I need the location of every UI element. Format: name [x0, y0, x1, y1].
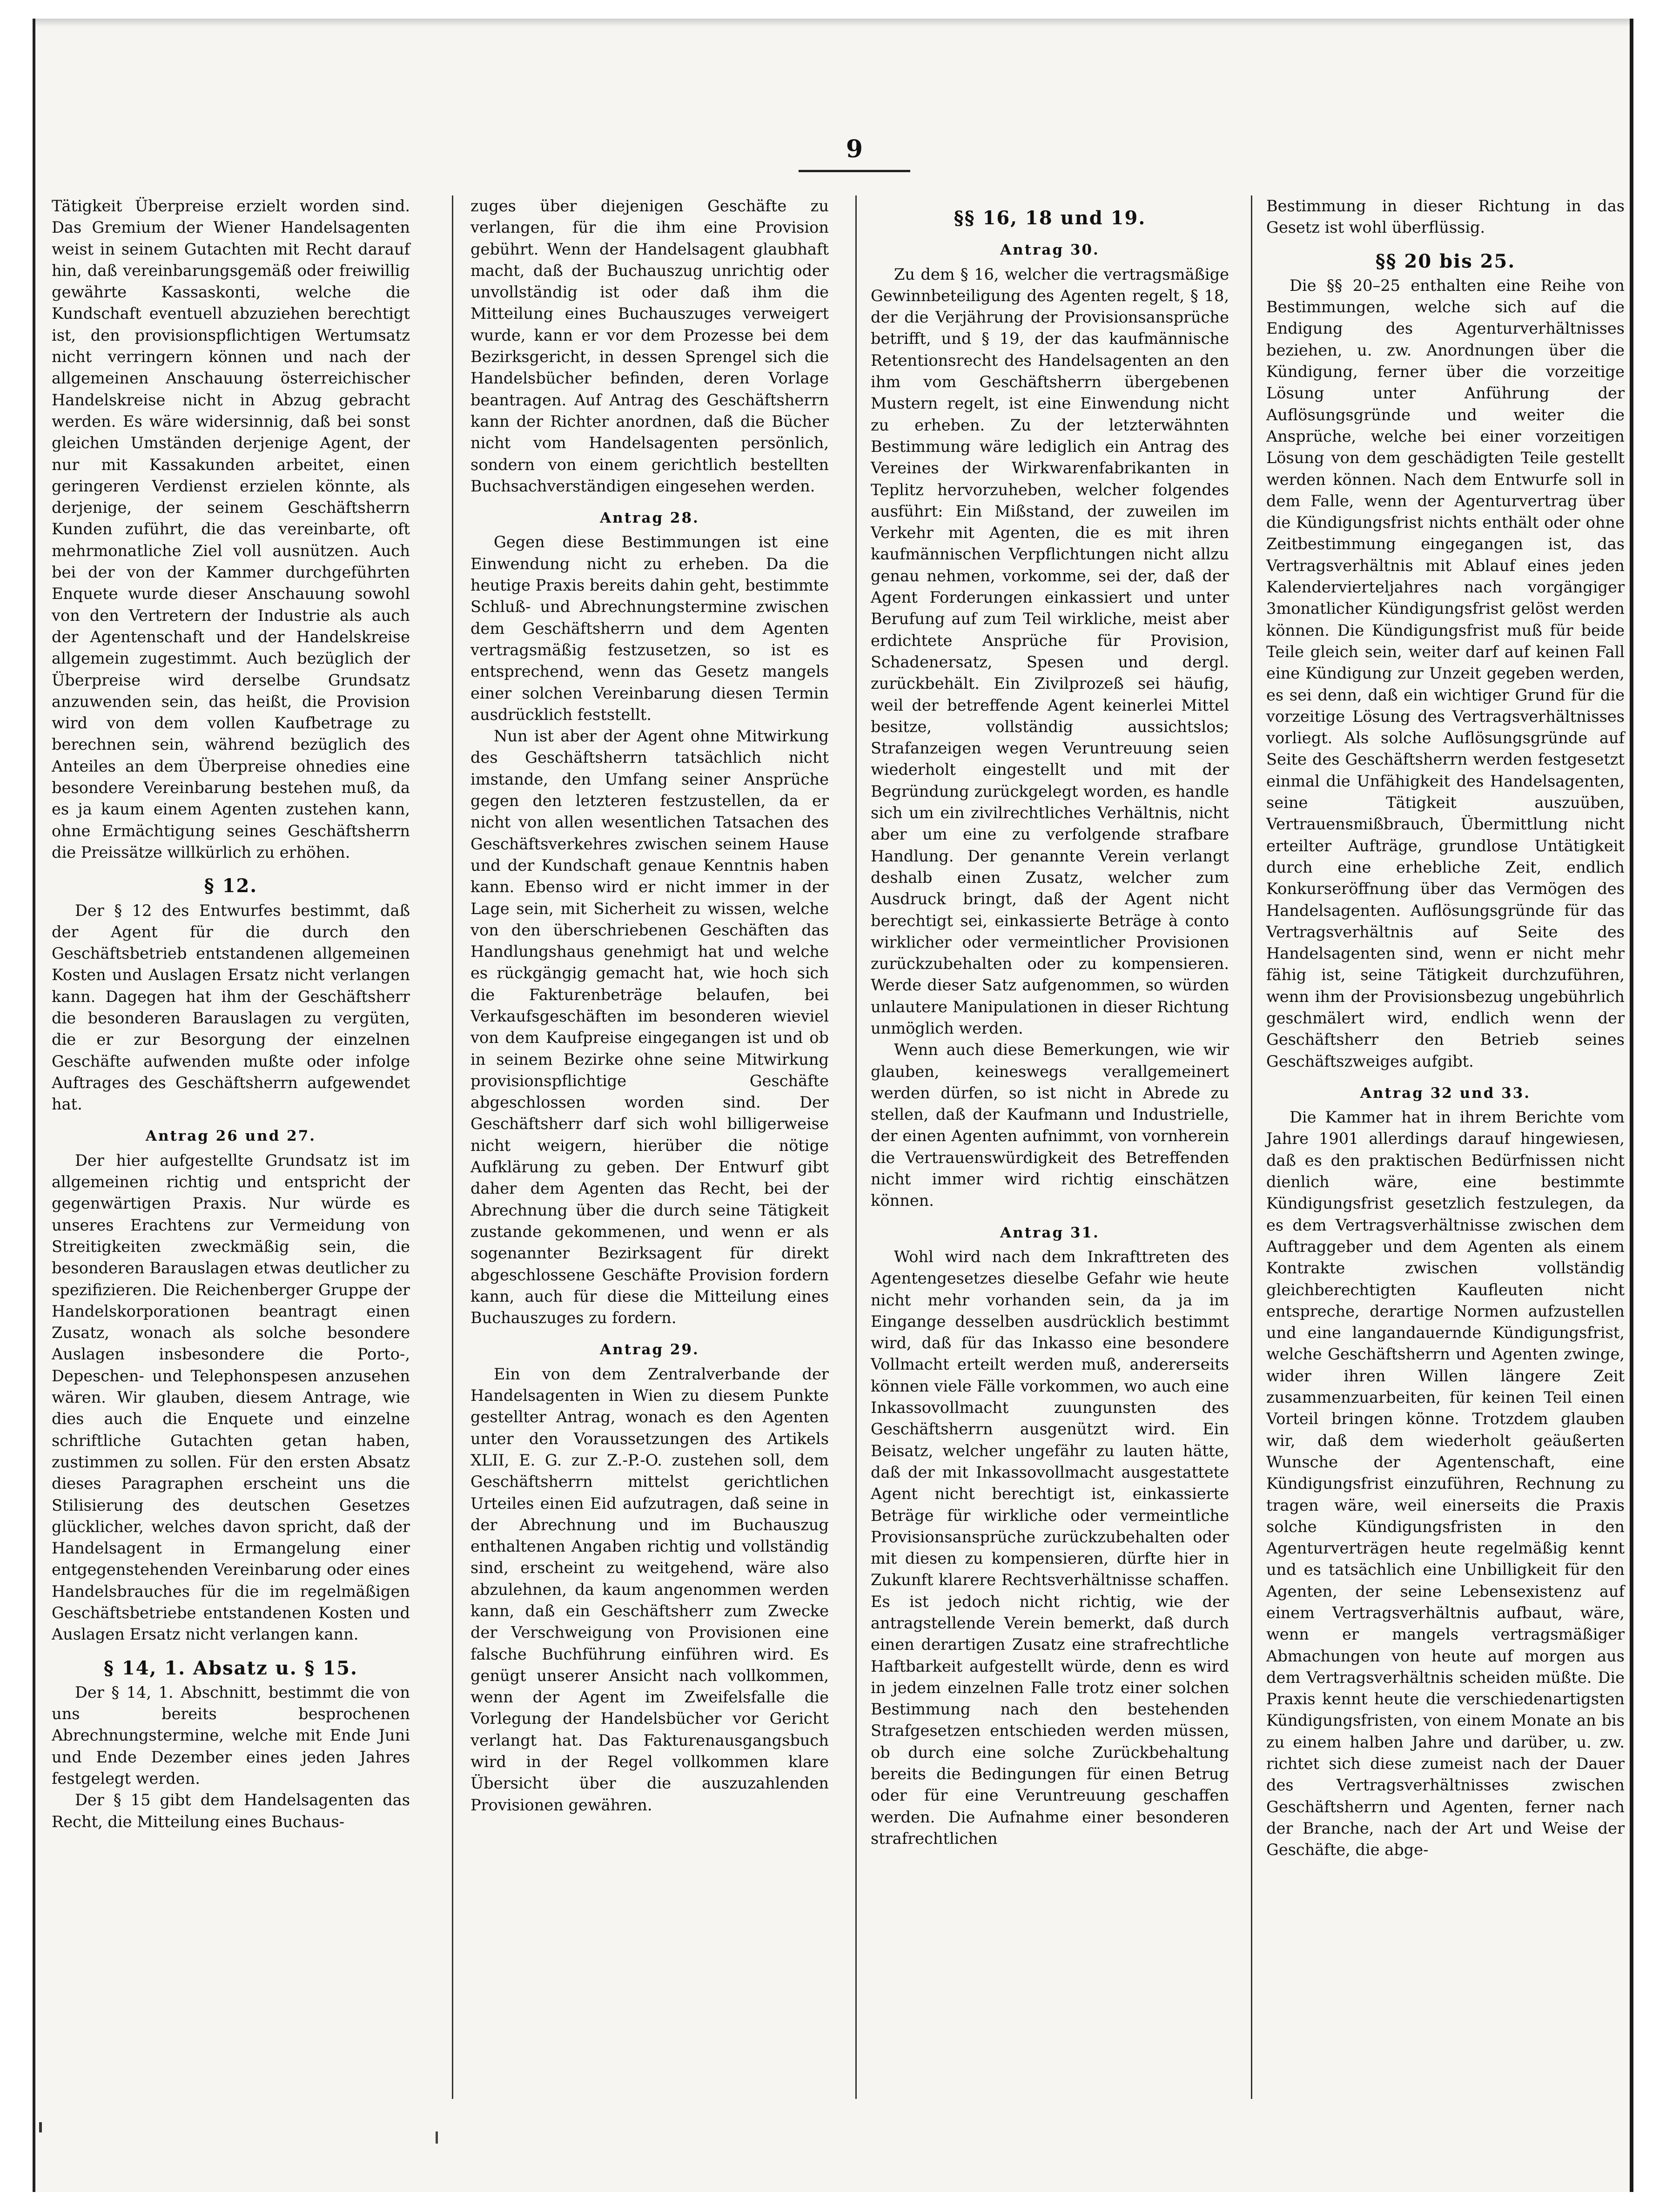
paragraph: Bestimmung in dieser Richtung in das Gesetz ist wohl überflüssig. [1266, 197, 1625, 237]
paragraph: Wohl wird nach dem Inkrafttreten des Agentengesetzes dieselbe Gefahr wie heute nicht mehr vorhanden sein, da ja im Eingange desselben ausdrücklich bestimmt wird, daß für das Inkasso eine besondere Vollmacht erteilt werden muß, andererseits können viele Fälle vorkommen, wo auch eine Inkassovollmacht zuungunsten des Geschäftsherrn ausgenützt wird. Ein Beisatz, welcher ungefähr zu lauten hätte, daß der mit Inkassovollmacht ausgestattete Agent nicht berechtigt ist, einkassierte Beträge für wirkliche oder vermeintliche Provisionsansprüche zurückzubehalten oder mit diesen zu kompensieren, dürfte hier in Zukunft klarere Rechtsverhältnisse schaffen. Es ist jedoch nicht richtig, wie der antragstellende Verein bemerkt, daß durch einen derartigen Zusatz eine strafrechtliche Haftbarkeit aufgestellt würde, denn es wird in jedem einzelnen Falle trotz einer solchen Bestimmung nach den bestehenden Strafgesetzen entschieden werden müssen, ob durch eine solche Zurückbehaltung bereits die Bedingungen für einen Betrug oder für eine Veruntreuung geschaffen werden. Die Aufnahme einer besonderen strafrechtlichen [871, 1247, 1229, 1848]
paragraph: Die §§ 20–25 enthalten eine Reihe von Bestimmungen, welche sich auf die Endigung des Agenturverhältnisses beziehen, u. zw. Anordnungen über die Kündigung, ferner über die vorzeitige Lösung unter Anführung der Auflösungsgründe und weiter die Ansprüche, welche bei einer vorzeitigen Lösung von dem geschädigten Teile gestellt werden können. Nach dem Entwurfe soll in dem Falle, wenn der Agenturvertrag über die Kündigungsfrist nichts enthält oder ohne Zeitbestimmung eingegangen ist, das Vertragsverhältnis mit Ablauf eines jeden Kalendervierteljahres nach vorgängiger 3monatlicher Kündigungsfrist gelöst werden können. Die Kündigungsfrist muß für beide Teile gleich sein, weiter darf auf keinen Fall eine Kündigung zur Unzeit gegeben werden, es sei denn, daß ein wichtiger Grund für die vorzeitige Lösung des Vertragsverhältnisses vorliegt. Als solche Auflösungsgründe auf Seite des Geschäftsherrn werden festgesetzt einmal die Unfähigkeit des Handelsagenten, seine Tätigkeit auszuüben, Vertrauensmißbrauch, Übermittlung nicht erteilter Aufträge, grundlose Untätigkeit durch eine erhebliche Zeit, endlich Konkurseröffnung über das Vermögen des Handelsagenten. Auflösungsgründe für das Vertragsverhältnis auf Seite des Handelsagenten sind, wenn er nicht mehr fähig ist, seine Tätigkeit durchzuführen, wenn ihm der Provisionsbezug ungebührlich geschmälert wird, endlich wenn der Geschäftsherr den Betrieb seines Geschäftszweiges aufgibt. [1266, 276, 1625, 1070]
page-number-rule [799, 170, 910, 172]
text-column-3 [871, 195, 1229, 1849]
column-rule [1251, 195, 1252, 2099]
paragraph: Nun ist aber der Agent ohne Mitwirkung des Geschäftsherrn tatsächlich nicht imstande, den Umfang seiner Ansprüche gegen den letzteren festzustellen, da er nicht von allen wesentlichen Tatsachen des Geschäftsverkehres zwischen seinem Hause und der Kundschaft genaue Kenntnis haben kann. Ebenso wird er nicht immer in der Lage sein, mit Sicherheit zu wissen, welche von den überschriebenen Geschäften das Handlungshaus genehmigt hat und welche es rückgängig gemacht hat, wie hoch sich die Fakturenbeträge belaufen, bei Verkaufsgeschäften im besonderen wieviel von dem Kaufpreise eingegangen ist und ob in seinem Bezirke ohne seine Mitwirkung provisionspflichtige Geschäfte abgeschlossen worden sind. Der Geschäftsherr darf sich wohl billigerweise nicht weigern, hierüber die nötige Aufklärung zu geben. Der Entwurf gibt daher dem Agenten das Recht, bei der Abrechnung über die durch seine Tätigkeit zustande gekommenen, und wenn er als sogenannter Bezirksagent für direkt abgeschlossene Geschäfte Provision fordern kann, auch für diese die Mitteilung eines Buchauszuges zu fordern. [470, 727, 829, 1327]
paragraph: Der hier aufgestellte Grundsatz ist im allgemeinen richtig und entspricht der gegenwärtigen Praxis. Nur würde es unseres Erachtens zur Vermeidung von Streitigkeiten zweckmäßig sein, die besonderen Barauslagen etwas deutlicher zu spezifizieren. Die Reichenberger Gruppe der Handelskorporationen beantragt einen Zusatz, wonach als solche besondere Auslagen insbesondere die Porto-, Depeschen- und Telephonspesen anzusehen wären. Wir glauben, diesem Antrage, wie dies auch die Enquete und einzelne schriftliche Gutachten getan haben, zustimmen zu sollen. Für den ersten Absatz dieses Paragraphen erscheint uns die Stilisierung des deutschen Gesetzes glücklicher, welches davon spricht, daß der Handelsagent in Ermangelung einer entgegenstehenden Vereinbarung oder eines Handelsbrauches für die im regelmäßigen Geschäftsbetriebe entstandenen Kosten und Auslagen Ersatz nicht verlangen kann. [52, 1151, 410, 1644]
section-heading: §§ 20 bis 25. [1375, 250, 1516, 272]
paragraph: Zu dem § 16, welcher die vertragsmäßige Gewinnbeteiligung des Agenten regelt, § 18, der die Verjährung der Provisionsansprüche betrifft, und § 19, der das kaufmännische Retentionsrecht des Handelsagenten an den ihm vom Geschäftsherrn übergebenen Mustern regelt, ist eine Einwendung nicht zu erheben. Zu der letzterwähnten Bestimmung wäre lediglich ein Antrag des Vereines der Wirkwarenfabrikanten in Teplitz hervorzuheben, welcher folgendes ausführt: Ein Mißstand, der zuweilen im Verkehr mit Agenten, die es mit ihren kaufmännischen Verpflichtungen nicht allzu genau nehmen, vorkomme, sei der, daß der Agent Forderungen einkassiert und unter Berufung auf zum Teil wirkliche, meist aber erdichtete Ansprüche für Provision, Schadenersatz, Spesen und dergl. zurückbehält. Ein Zivilprozeß sei häufig, weil der betreffende Agent keinerlei Mittel besitze, vollständig aussichtslos; Strafanzeigen wegen Veruntreuung seien wiederholt eingestellt und mit der Begründung zurückgelegt worden, es handle sich um ein zivilrechtliches Verhältnis, nicht aber um eine zu verfolgende strafbare Handlung. Der genannte Verein verlangt deshalb einen Zusatz, welcher zum Ausdruck bringt, daß der Agent nicht berechtigt sei, einkassierte Beträge à conto wirklicher oder vermeintlicher Provisionen zurückzubehalten oder zu kompensieren. Werde dieser Satz aufgenommen, so würden unlautere Manipulationen in dieser Richtung unmöglich werden. [871, 265, 1229, 1037]
paragraph: Wenn auch diese Bemerkungen, wie wir glauben, keineswegs verallgemeinert werden dürfen, so ist nicht in Abrede zu stellen, daß der Kaufmann und Industrielle, der einen Agenten aufnimmt, von vornherein die Vertrauenswürdigkeit des Betreffenden nicht immer wird richtig einschätzen können. [871, 1041, 1229, 1210]
page-number: 9 [846, 135, 863, 163]
motion-heading: Antrag 28. [600, 510, 699, 527]
paragraph: Der § 12 des Entwurfes bestimmt, daß der Agent für die durch den Geschäftsbetrieb entstandenen allgemeinen Kosten und Auslagen Ersatz nicht verlangen kann. Dagegen hat ihm der Geschäftsherr die besonderen Barauslagen zu vergüten, die er zur Besorgung der einzelnen Geschäfte aufwenden mußte oder infolge Auftrages des Geschäftsherrn aufgewendet hat. [52, 901, 410, 1114]
paragraph: Die Kammer hat in ihrem Berichte vom Jahre 1901 allerdings darauf hingewiesen, daß es den praktischen Bedürfnissen nicht dienlich wäre, eine bestimmte Kündigungsfrist gesetzlich festzulegen, da es dem Vertragsverhältnisse zwischen dem Auftraggeber und dem Agenten als einem Kontrakte zwischen vollständig gleichberechtigten Kaufleuten nicht entspreche, derartige Normen aufzustellen und eine langandauernde Kündigungsfrist, welche Geschäftsherrn und Agenten zwinge, wider ihren Willen längere Zeit zusammenzuarbeiten, für keinen Teil einen Vorteil bringen könne. Trotzdem glauben wir, daß dem wiederholt geäußerten Wunsche der Agentenschaft, eine Kündigungsfrist einzuführen, Rechnung zu tragen wäre, weil einerseits die Praxis solche Kündigungsfristen in den Agenturverträgen heute regelmäßig kennt und es tatsächlich eine Unbilligkeit für den Agenten, der seine Lebensexistenz auf einem Vertragsverhältnis aufbaut, wäre, wenn er mangels vertragsmäßiger Abmachungen von heute auf morgen aus dem Vertragsverhältnis scheiden müßte. Die Praxis kennt heute die verschiedenartigsten Kündigungsfristen, von einem Monate an bis zu einem halben Jahre und darüber, u. zw. richtet sich diese zumeist nach der Dauer des Vertragsverhältnisses zwischen Geschäftsherrn und Agenten, ferner nach der Branche, nach der Art und Weise der Geschäfte, die abge- [1266, 1108, 1625, 1859]
page-top-edge [35, 19, 1630, 27]
paragraph: zuges über diejenigen Geschäfte zu verlangen, für die ihm eine Provision gebührt. Wenn der Handelsagent glaubhaft macht, daß der Buchauszug unrichtig oder unvollständig ist oder daß ihm die Mitteilung eines Buchauszuges verweigert wurde, kann er vor dem Prozesse bei dem Bezirksgericht, in dessen Sprengel sich die Handelsbücher befinden, deren Vorlage beantragen. Auf Antrag des Geschäftsherrn kann der Richter anordnen, daß die Bücher nicht vom Handelsagenten persönlich, sondern von einem gerichtlich bestellten Buchsachverständigen eingesehen werden. [470, 197, 829, 495]
section-heading: §§ 16, 18 und 19. [954, 207, 1146, 229]
motion-heading: Antrag 26 und 27. [145, 1128, 316, 1145]
paragraph: Der § 15 gibt dem Handelsagenten das Recht, die Mitteilung eines Buchaus- [52, 1791, 410, 1831]
motion-heading: Antrag 30. [1000, 242, 1100, 259]
motion-heading: Antrag 29. [600, 1341, 699, 1358]
text-column-1 [52, 195, 410, 1833]
paragraph: Der § 14, 1. Abschnitt, bestimmt die von uns bereits besprochenen Abrechnungstermine, welche mit Ende Juni und Ende Dezember eines jeden Jahres festgelegt werden. [52, 1683, 410, 1788]
paragraph: Gegen diese Bestimmungen ist eine Einwendung nicht zu erheben. Da die heutige Praxis bereits dahin geht, bestimmte Schluß- und Abrechnungstermine zwischen dem Geschäftsherrn und dem Agenten vertragsmäßig festzusetzen, so ist es entsprechend, wenn das Gesetz mangels einer solchen Vereinbarung diesen Termin ausdrücklich feststellt. [470, 533, 829, 724]
text-column-4 [1266, 195, 1625, 1861]
print-speck [436, 2131, 438, 2144]
newspaper-page [33, 19, 1633, 2192]
column-rule [452, 195, 453, 2099]
text-column-2 [470, 195, 829, 1816]
print-speck [39, 2122, 42, 2132]
section-heading: § 12. [204, 875, 258, 897]
paragraph: Ein von dem Zentralverbande der Handelsagenten in Wien zu diesem Punkte gestellter Antrag, wonach es den Agenten unter den Voraussetzungen des Artikels XLII, E. G. zur Z.-P.-O. zustehen soll, dem Geschäftsherrn mittelst gerichtlichen Urteiles einen Eid aufzutragen, daß seine in der Abrechnung und im Buchauszug enthaltenen Angaben richtig und vollständig sind, erscheint zu weitgehend, wäre also abzulehnen, da kaum angenommen werden kann, daß ein Geschäftsherr zum Zwecke der Verschweigung von Provisionen eine falsche Buchführung einführen wird. Es genügt unserer Ansicht nach vollkommen, wenn der Agent im Zweifelsfalle die Vorlegung der Handelsbücher vor Gericht verlangt hat. Das Fakturenausgangsbuch wird in der Regel vollkommen klare Übersicht über die auszuzahlenden Provisionen gewähren. [470, 1365, 829, 1814]
motion-heading: Antrag 31. [1000, 1224, 1100, 1241]
motion-heading: Antrag 32 und 33. [1360, 1084, 1531, 1102]
column-rule [855, 195, 857, 2099]
section-heading: § 14, 1. Absatz u. § 15. [104, 1657, 358, 1679]
paragraph: Tätigkeit Überpreise erzielt worden sind. Das Gremium der Wiener Handelsagenten weist in seinem Gutachten mit Recht darauf hin, daß vereinbarungsgemäß oder freiwillig gewährte Kassaskonti, welche die Kundschaft eventuell abzuziehen berechtigt ist, den provisionspflichtigen Wertumsatz nicht verringern können und nach der allgemeinen Anschauung österreichischer Handelskreise nicht in Abzug gebracht werden. Es wäre widersinnig, daß bei sonst gleichen Umständen derjenige Agent, der nur mit Kassakunden arbeitet, einen geringeren Verdienst erzielen könnte, als derjenige, der seinem Geschäftsherrn Kunden zuführt, die das vereinbarte, oft mehrmonatliche Ziel voll ausnützen. Auch bei der von der Kammer durchgeführten Enquete wurde dieser Anschauung sowohl von den Vertretern der Industrie als auch der Agentenschaft und der Handelskreise allgemein zugestimmt. Auch bezüglich der Überpreise wird derselbe Grundsatz anzuwenden sein, das heißt, die Provision wird von dem vollen Kaufbetrage zu berechnen sein, während bezüglich des Anteiles an dem Überpreise ohnedies eine besondere Vereinbarung bestehen muß, da es ja kaum einem Agenten zustehen kann, ohne Ermächtigung seines Geschäftsherrn die Preissätze willkürlich zu erhöhen. [52, 197, 410, 861]
